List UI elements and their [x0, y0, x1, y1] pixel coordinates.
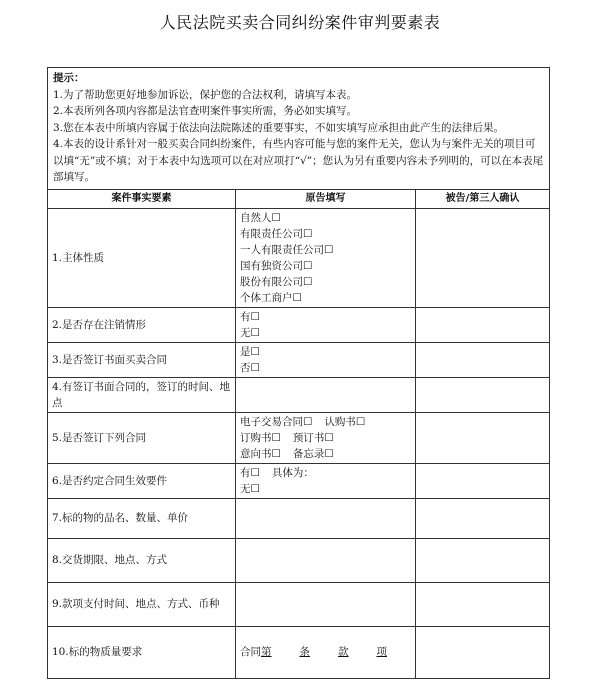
factor-cell: 2.是否存在注销情形 [48, 307, 236, 342]
hint-item: 1.为了帮助您更好地参加诉讼，保护您的合法权利，请填写本表。 [53, 88, 358, 101]
option-checkbox[interactable]: 无☐ [240, 482, 260, 495]
hint-item: 3.您在本表中所填内容属于依法向法院陈述的重要事实，不如实填写应承担由此产生的法律后果。 [53, 121, 505, 134]
defendant-cell[interactable] [416, 307, 550, 342]
table-row [48, 538, 550, 582]
table-header [48, 189, 550, 208]
option-checkbox[interactable]: 有☐ [240, 310, 260, 323]
hint-item: 4.本表的设计系针对一般买卖合同纠纷案件，有些内容可能与您的案件无关，您认为与案件无关的项目可以填“无”或不填；对于本表中勾选项可以在对应项打“√”；您认为另有重要内容未予列明的，可以在本表尾部填写。 [53, 138, 544, 183]
factor-cell: 6.是否约定合同生效要件 [48, 463, 236, 498]
plaintiff-cell[interactable] [236, 498, 416, 538]
option-checkbox[interactable]: 有☐ [240, 466, 260, 479]
option-checkbox[interactable]: 意向书☐ [240, 447, 281, 460]
option-checkbox[interactable]: 预订书☐ [292, 431, 334, 444]
factor-cell: 1.主体性质 [48, 208, 236, 307]
defendant-cell[interactable] [416, 582, 550, 626]
option-checkbox[interactable]: 是☐ [240, 345, 260, 358]
option-checkbox[interactable]: 电子交易合同☐ [240, 415, 313, 428]
option-checkbox[interactable]: 自然人☐ [240, 211, 281, 224]
option-checkbox[interactable]: 有限责任公司☐ [240, 227, 313, 240]
factor-cell: 5.是否签订下列合同 [48, 412, 236, 463]
option-checkbox[interactable]: 股份有限公司☐ [240, 275, 313, 288]
plaintiff-cell[interactable] [236, 538, 416, 582]
table-row [48, 307, 550, 342]
table-row [48, 498, 550, 538]
contract-label: 合同 [240, 646, 261, 658]
defendant-cell[interactable] [416, 208, 550, 307]
contract-clause-blank[interactable]: 第 条 款 项 [261, 646, 387, 658]
table-row [48, 626, 550, 678]
plaintiff-cell[interactable] [236, 626, 416, 678]
hints-box [48, 68, 550, 190]
plaintiff-cell[interactable] [236, 582, 416, 626]
plaintiff-cell[interactable] [236, 463, 416, 498]
table-row [48, 463, 550, 498]
option-checkbox[interactable]: 无☐ [240, 326, 260, 339]
plaintiff-cell[interactable] [236, 307, 416, 342]
factor-cell: 9.款项支付时间、地点、方式、币种 [48, 582, 236, 626]
defendant-cell[interactable] [416, 626, 550, 678]
defendant-cell[interactable] [416, 377, 550, 412]
plaintiff-cell[interactable] [236, 208, 416, 307]
plaintiff-cell[interactable] [236, 412, 416, 463]
option-checkbox[interactable]: 国有独资公司☐ [240, 259, 313, 272]
option-checkbox[interactable]: 一人有限责任公司☐ [240, 243, 334, 256]
option-checkbox[interactable]: 备忘录☐ [292, 447, 334, 460]
defendant-cell[interactable] [416, 342, 550, 377]
factor-cell: 8.交货期限、地点、方式 [48, 538, 236, 582]
option-checkbox[interactable]: 订购书☐ [240, 431, 281, 444]
plaintiff-cell[interactable] [236, 342, 416, 377]
factor-cell: 3.是否签订书面买卖合同 [48, 342, 236, 377]
defendant-cell[interactable] [416, 463, 550, 498]
option-checkbox[interactable]: 认购书☐ [324, 415, 366, 428]
hint-item: 2.本表所列各项内容都是法官查明案件事实所需，务必如实填写。 [53, 105, 358, 117]
option-detail-label: 具体为： [271, 466, 314, 479]
table-row [48, 412, 550, 463]
factor-cell: 4.有签订书面合同的，签订的时间、地点 [48, 377, 236, 412]
defendant-cell[interactable] [416, 538, 550, 582]
factor-cell: 7.标的物的品名、数量、单价 [48, 498, 236, 538]
defendant-cell[interactable] [416, 498, 550, 538]
page-title: 人民法院买卖合同纠纷案件审判要素表 [159, 13, 441, 32]
hints-heading: 提示： [53, 72, 85, 84]
table-row [48, 342, 550, 377]
hints-row [48, 68, 550, 190]
option-checkbox[interactable]: 否☐ [240, 361, 260, 374]
table-row [48, 377, 550, 412]
option-checkbox[interactable]: 个体工商户☐ [240, 291, 302, 304]
col-header-defendant: 被告/第三人确认 [416, 189, 550, 208]
col-header-plaintiff: 原告填写 [236, 189, 416, 208]
table-row [48, 208, 550, 307]
table-row [48, 582, 550, 626]
defendant-cell[interactable] [416, 412, 550, 463]
elements-table [47, 67, 550, 679]
factor-cell: 10.标的物质量要求 [48, 626, 236, 678]
plaintiff-cell[interactable] [236, 377, 416, 412]
col-header-factor: 案件事实要素 [48, 189, 236, 208]
